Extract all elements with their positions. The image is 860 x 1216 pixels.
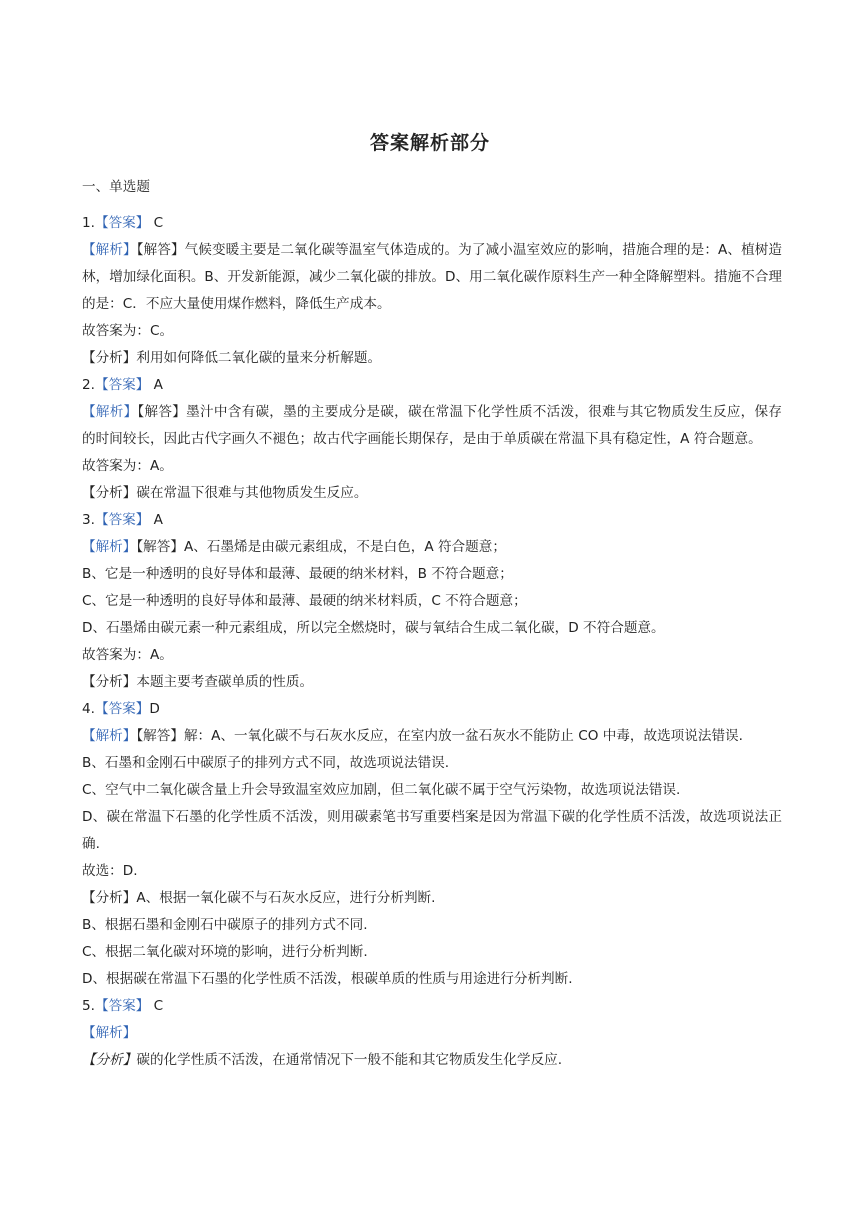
- section-heading: 一、单选题: [82, 179, 150, 195]
- q5-answer-line: [82, 993, 782, 1020]
- q3-option-c: C、它是一种透明的良好导体和最薄、最硬的纳米材料质，C 不符合题意；: [82, 593, 527, 609]
- q5-answer-tag: 【答案】: [94, 998, 150, 1014]
- q4-explanation: [82, 723, 782, 750]
- q2-fenxi-tag: 【分析】: [82, 485, 137, 501]
- q1-result: 故答案为：C。: [82, 323, 174, 339]
- q5-explanation: [82, 1020, 782, 1047]
- q1-explanation-text: 气候变暖主要是二氧化碳等温室气体造成的。为了减小温室效应的影响，措施合理的是：A、植树造林，增加绿化面积。B、开发新能源，减少二氧化碳的排放。D、用二氧化碳作原料生产一种全降解塑料。措施不合理的是：C．不应大量使用煤作燃料，降低生产成本。: [82, 242, 783, 312]
- q2-explanation: [82, 399, 782, 453]
- q3-fenxi-tag: 【分析】: [82, 674, 137, 690]
- q4-answer-line: [82, 696, 782, 723]
- q1-explanation: [82, 237, 782, 318]
- q4-analysis-d: D、根据碳在常温下石墨的化学性质不活泼，根碳单质的性质与用途进行分析判断.: [82, 971, 573, 987]
- q3-answer-tag: 【答案】: [94, 512, 150, 528]
- q3-analysis: [82, 669, 782, 696]
- q4-option-d: D、碳在常温下石墨的化学性质不活泼，则用碳素笔书写重要档案是因为常温下碳的化学性质不活泼，故选项说法正确.: [82, 809, 782, 852]
- q4-result: 故选：D.: [82, 863, 138, 879]
- q1-answer-value: C: [149, 215, 164, 231]
- q1-jieda-tag: 【解答】: [136, 242, 185, 258]
- q4-jieda-tag: 【解答】: [136, 728, 184, 744]
- q2-answer-line: [82, 372, 782, 399]
- q3-option-d: D、石墨烯由碳元素一种元素组成，所以完全燃烧时，碳与氧结合生成二氧化碳，D 不符合题意。: [82, 620, 665, 636]
- q3-answer-value: A: [149, 512, 163, 528]
- q3-jieda-tag: 【解答】: [136, 539, 184, 555]
- q5-answer-value: C: [149, 998, 164, 1014]
- q2-jiexi-tag: 【解析】: [82, 404, 138, 420]
- q3-number: 3.: [82, 512, 95, 528]
- q2-answer-tag: 【答案】: [94, 377, 150, 393]
- q2-result: 故答案为：A。: [82, 458, 173, 474]
- q5-analysis: [82, 1047, 782, 1074]
- q3-option-b: B、它是一种透明的良好导体和最薄、最硬的纳米材料，B 不符合题意；: [82, 566, 513, 582]
- q4-explanation-text: 解：A、一氧化碳不与石灰水反应，在室内放一盆石灰水不能防止 CO 中毒，故选项说法错误.: [183, 728, 743, 744]
- q3-analysis-text: 本题主要考查碳单质的性质。: [136, 674, 314, 690]
- q4-analysis-text: A、根据一氧化碳不与石灰水反应，进行分析判断.: [136, 890, 436, 906]
- q2-explanation-text: 墨汁中含有碳，墨的主要成分是碳，碳在常温下化学性质不活泼，很难与其它物质发生反应，保存的时间较长，因此古代字画久不褪色；故古代字画能长期保存，是由于单质碳在常温下具有稳定性，A 符合题意。: [82, 404, 783, 447]
- q4-analysis-c: C、根据二氧化碳对环境的影响，进行分析判断.: [82, 944, 368, 960]
- q3-answer-line: [82, 507, 782, 534]
- q2-jieda-tag: 【解答】: [137, 404, 187, 420]
- q3-jiexi-tag: 【解析】: [82, 539, 137, 555]
- q1-analysis-text: 利用如何降低二氧化碳的量来分析解题。: [136, 350, 382, 366]
- q5-number: 5.: [82, 998, 95, 1014]
- q1-answer-tag: 【答案】: [94, 215, 150, 231]
- q4-option-b: B、石墨和金刚石中碳原子的排列方式不同，故选项说法错误.: [82, 755, 450, 771]
- q1-answer-line: [82, 210, 782, 237]
- q5-analysis-text: 碳的化学性质不活泼，在通常情况下一般不能和其它物质发生化学反应.: [136, 1052, 563, 1068]
- q4-analysis-b: B、根据石墨和金刚石中碳原子的排列方式不同.: [82, 917, 368, 933]
- q3-explanation: [82, 534, 782, 561]
- q2-analysis-text: 碳在常温下很难与其他物质发生反应。: [136, 485, 368, 501]
- q4-number: 4.: [82, 701, 95, 717]
- q2-analysis: [82, 480, 782, 507]
- q4-option-c: C、空气中二氧化碳含量上升会导致温室效应加剧，但二氧化碳不属于空气污染物，故选项说法错误.: [82, 782, 681, 798]
- q5-fenxi-tag: 【分析】: [82, 1052, 137, 1068]
- q1-jiexi-tag: 【解析】: [82, 242, 137, 258]
- q4-answer-value: D: [149, 701, 160, 717]
- q1-number: 1.: [82, 215, 95, 231]
- q2-number: 2.: [82, 377, 95, 393]
- q2-answer-value: A: [149, 377, 163, 393]
- q4-fenxi-tag: 【分析】: [82, 890, 137, 906]
- q1-analysis: [82, 345, 782, 372]
- page-title: 答案解析部分: [369, 132, 490, 154]
- answer-content: [82, 174, 782, 1074]
- q3-result: 故答案为：A。: [82, 647, 173, 663]
- q4-answer-tag: 【答案】: [94, 701, 150, 717]
- q3-explanation-text: A、石墨烯是由碳元素组成，不是白色，A 符合题意；: [183, 539, 506, 555]
- q5-jiexi-tag: 【解析】: [82, 1025, 137, 1041]
- q1-fenxi-tag: 【分析】: [82, 350, 137, 366]
- q4-analysis: [82, 885, 782, 912]
- q4-jiexi-tag: 【解析】: [82, 728, 137, 744]
